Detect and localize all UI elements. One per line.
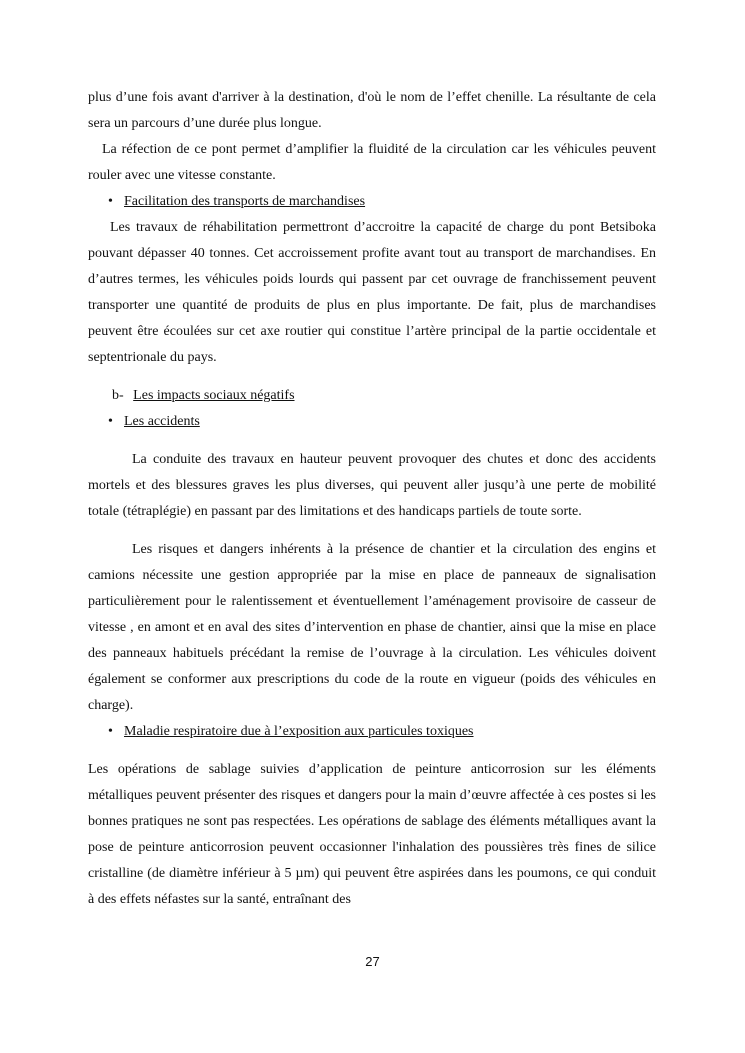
section-marker: b- <box>112 388 124 403</box>
paragraph-rehabilitation: Les travaux de réhabilitation permettront d’accroitre la capacité de charge du pont Betsiboka pouvant dépasser 40 tonnes. Cet accroissement profite avant tout au transport de marchandises. En d’autres termes, les véhicules poids lourds qui passent par cet ouvrage de franchissement peuvent transporter une quantité de produits de plus en plus importante. De fait, plus de marchandises peuvent être écoulées sur cet axe routier qui constitue l’artère principal de la partie occidentale et septentrionale du pays. <box>88 220 656 365</box>
section-heading-impacts-sociaux <box>88 383 656 409</box>
paragraph-conduite-travaux: La conduite des travaux en hauteur peuvent provoquer des chutes et donc des accidents mortels et des blessures graves les plus diverses, qui peuvent aller jusqu’à une perte de mobilité totale (tétraplégie) en passant par des limitations et des handicaps partiels de toute sorte. <box>88 452 656 519</box>
bullet-facilitation-transports <box>88 189 656 215</box>
paragraph-sablage: Les opérations de sablage suivies d’application de peinture anticorrosion sur les éléments métalliques peuvent présenter des risques et dangers pour la main d’œuvre affectée à ces postes si les bonnes pratiques ne sont pas respectées. Les opérations de sablage des éléments métalliques avant la pose de peinture anticorrosion peuvent occasionner l'inhalation des poussières très fines de silice cristalline (de diamètre inférieur à 5 µm) qui peuvent être aspirées dans les poumons, ce qui conduit à des effets néfastes sur la santé, entraînant des <box>88 762 656 907</box>
bullet-heading-label: Maladie respiratoire due à l’exposition aux particules toxiques <box>124 724 474 739</box>
document-page <box>88 85 656 913</box>
paragraph-risques-dangers: Les risques et dangers inhérents à la présence de chantier et la circulation des engins et camions nécessite une gestion appropriée par la mise en place de panneaux de signalisation particulièrement pour le ralentissement et éventuellement l’aménagement provisoire de casseur de vitesse , en amont et en aval des sites d’intervention en phase de chantier, ainsi que la mise en place des panneaux habituels précédant la remise de l’ouvrage à la circulation. Les véhicules doivent également se conformer aux prescriptions du code de la route en vigueur (poids des véhicules en charge). <box>88 542 656 713</box>
bullet-icon: • <box>108 194 113 209</box>
page-number: 27 <box>365 954 380 969</box>
section-heading-label: Les impacts sociaux négatifs <box>133 388 295 403</box>
bullet-maladie-respiratoire <box>88 719 656 745</box>
bullet-heading-label: Les accidents <box>124 414 200 429</box>
bullet-icon: • <box>108 724 113 739</box>
bullet-heading-label: Facilitation des transports de marchandises <box>124 194 366 209</box>
paragraph-effet-chenille: plus d’une fois avant d'arriver à la destination, d'où le nom de l’effet chenille. La résultante de cela sera un parcours d’une durée plus longue. <box>88 90 656 131</box>
bullet-icon: • <box>108 414 113 429</box>
paragraph-refection-pont: La réfection de ce pont permet d’amplifier la fluidité de la circulation car les véhicules peuvent rouler avec une vitesse constante. <box>88 142 656 183</box>
bullet-accidents <box>88 409 656 435</box>
